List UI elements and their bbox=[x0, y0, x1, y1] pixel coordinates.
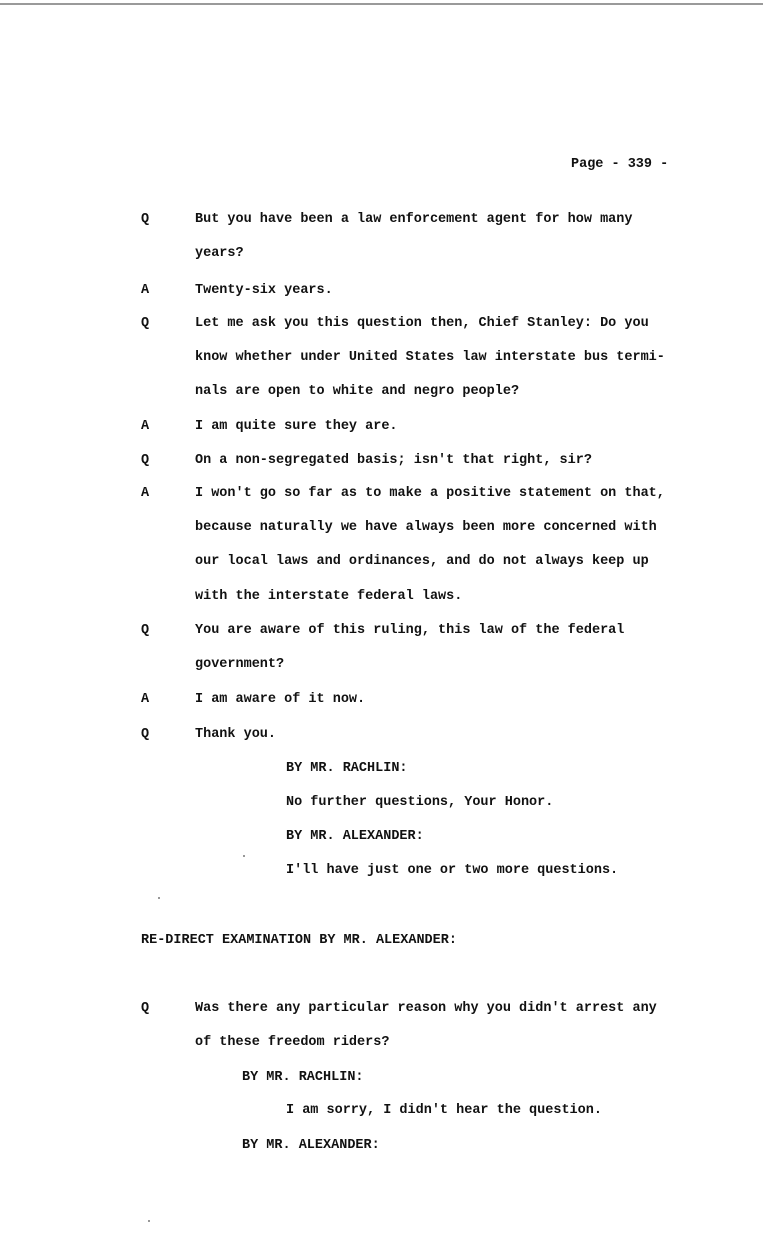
transcript-line: I am aware of it now. bbox=[195, 692, 366, 707]
scan-speck bbox=[148, 1220, 150, 1222]
transcript-line: with the interstate federal laws. bbox=[195, 589, 463, 604]
transcript-line: Let me ask you this question then, Chief Stanley: Do you bbox=[195, 316, 649, 331]
counsel-heading: BY MR. ALEXANDER: bbox=[242, 1138, 380, 1153]
speaker-marker: Q bbox=[141, 316, 150, 331]
speaker-marker: Q bbox=[141, 623, 150, 638]
counsel-heading: BY MR. RACHLIN: bbox=[242, 1070, 364, 1085]
scan-speck bbox=[243, 855, 245, 857]
transcript-line: government? bbox=[195, 657, 285, 672]
transcript-line: know whether under United States law interstate bus termi- bbox=[195, 350, 665, 365]
page-number-header: Page - 339 - bbox=[571, 157, 669, 172]
scan-speck bbox=[158, 897, 160, 899]
speaker-marker: A bbox=[141, 419, 150, 434]
transcript-line: No further questions, Your Honor. bbox=[286, 795, 554, 810]
transcript-line: of these freedom riders? bbox=[195, 1035, 390, 1050]
transcript-line: Thank you. bbox=[195, 727, 277, 742]
counsel-heading: BY MR. RACHLIN: bbox=[286, 761, 408, 776]
speaker-marker: Q bbox=[141, 453, 150, 468]
transcript-line: Twenty-six years. bbox=[195, 283, 333, 298]
transcript-line: I am sorry, I didn't hear the question. bbox=[286, 1103, 602, 1118]
speaker-marker: A bbox=[141, 486, 150, 501]
speaker-marker: A bbox=[141, 283, 150, 298]
scan-edge-line bbox=[0, 3, 763, 5]
transcript-line: I am quite sure they are. bbox=[195, 419, 398, 434]
transcript-line: On a non-segregated basis; isn't that right, sir? bbox=[195, 453, 592, 468]
transcript-line: our local laws and ordinances, and do not always keep up bbox=[195, 554, 649, 569]
section-heading: RE-DIRECT EXAMINATION BY MR. ALEXANDER: bbox=[141, 933, 457, 948]
transcript-line: nals are open to white and negro people? bbox=[195, 384, 520, 399]
counsel-heading: BY MR. ALEXANDER: bbox=[286, 829, 424, 844]
transcript-line: But you have been a law enforcement agent for how many bbox=[195, 212, 633, 227]
transcript-line: Was there any particular reason why you didn't arrest any bbox=[195, 1001, 657, 1016]
speaker-marker: A bbox=[141, 692, 150, 707]
transcript-line: years? bbox=[195, 246, 244, 261]
transcript-line: because naturally we have always been more concerned with bbox=[195, 520, 657, 535]
speaker-marker: Q bbox=[141, 1001, 150, 1016]
transcript-line: I won't go so far as to make a positive statement on that, bbox=[195, 486, 665, 501]
speaker-marker: Q bbox=[141, 212, 150, 227]
transcript-line: I'll have just one or two more questions. bbox=[286, 863, 619, 878]
transcript-line: You are aware of this ruling, this law of the federal bbox=[195, 623, 625, 638]
speaker-marker: Q bbox=[141, 727, 150, 742]
